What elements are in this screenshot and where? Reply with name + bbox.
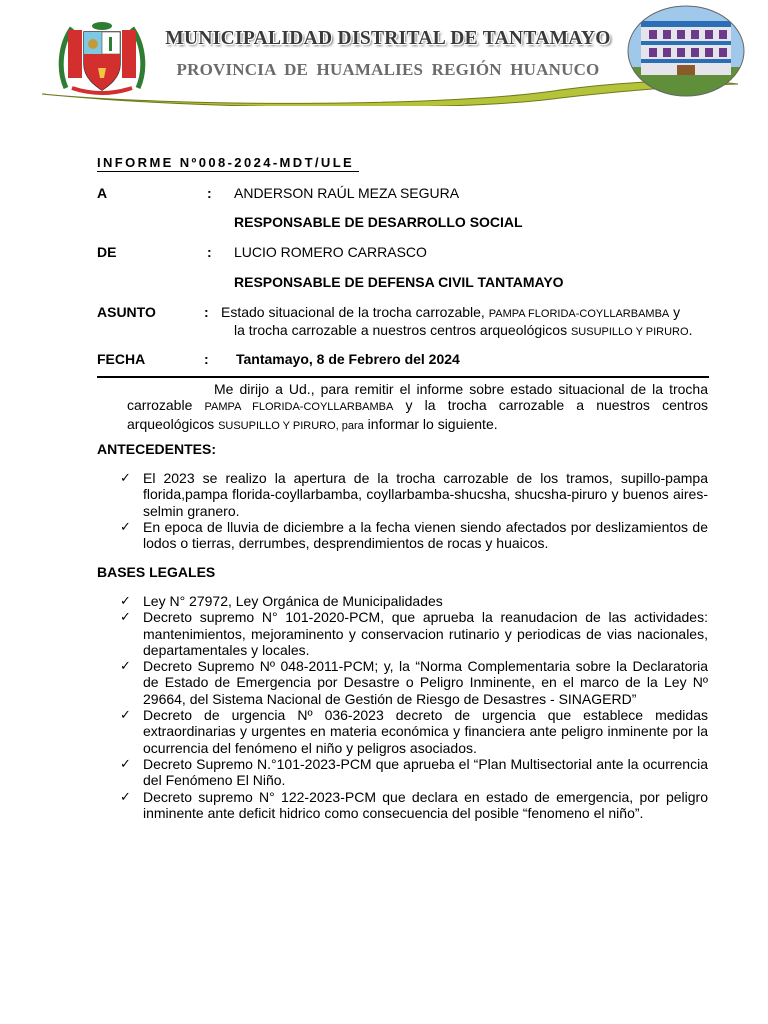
checkmark-icon: ✓ <box>120 470 131 485</box>
list-item: ✓ Ley N° 27972, Ley Orgánica de Municipalidades <box>120 593 443 609</box>
checkmark-icon: ✓ <box>120 593 131 608</box>
to-separator: : <box>207 185 212 201</box>
subject-line-1: Estado situacional de la trocha carrozable, PAMPA FLORIDA-COYLLARBAMBA y <box>221 304 681 320</box>
municipality-subtitle: PROVINCIA DE HUAMALIES REGIÓN HUANUCO <box>176 60 600 79</box>
antecedentes-heading: ANTECEDENTES: <box>97 441 217 457</box>
bases-legales-heading: BASES LEGALES <box>97 564 216 580</box>
subject-separator: : <box>204 304 209 320</box>
from-name: LUCIO ROMERO CARRASCO <box>234 244 427 260</box>
from-role: RESPONSABLE DE DEFENSA CIVIL TANTAMAYO <box>234 274 564 290</box>
list-item: ✓ Decreto Supremo Nº 048-2011-PCM; y, la “Norma Complementaria sobre la Declaratoria de Estado de Emergencia por Desastre o Peligro Inminente, en el marco de la Ley Nº 29664, del Sistema Nacional de Gestión de Riesgo de Desastres - SINAGERD” <box>120 658 708 707</box>
checkmark-icon: ✓ <box>120 755 131 771</box>
checkmark-icon: ✓ <box>120 518 131 534</box>
bases-legales-list <box>120 593 708 821</box>
date-separator: : <box>204 351 209 367</box>
intro-paragraph: Me dirijo a Ud., para remitir el informe sobre estado situacional de la trocha carrozable PAMPA FLORIDA-COYLLARBAMBA y la trocha carrozable a nuestros centros arqueológicos SUSUPILLO Y PIRURO, para informar lo siguiente. <box>127 381 708 432</box>
to-label: A <box>97 185 108 201</box>
report-number: INFORME Nº008-2024-MDT/ULE <box>97 155 355 170</box>
subject-line-2: la trocha carrozable a nuestros centros arqueológicos SUSUPILLO Y PIRURO. <box>234 322 693 338</box>
list-item: ✓ El 2023 se realizo la apertura de la trocha carrozable de los tramos, supillo-pampa florida,pampa florida-coyllarbamba, coyllarbamba-shucsha, shucsha-piruro y buenos aires-selmin granero. <box>120 470 708 519</box>
municipality-title: MUNICIPALIDAD DISTRITAL DE TANTAMAYO <box>165 28 611 49</box>
checkmark-icon: ✓ <box>120 658 131 674</box>
list-item: ✓ Decreto Supremo N.°101-2023-PCM que aprueba el “Plan Multisectorial ante la ocurrencia del Fenómeno El Niño. <box>120 755 708 789</box>
subject-label: ASUNTO <box>97 304 156 320</box>
header-divider <box>97 376 709 378</box>
municipal-building-photo-icon <box>627 5 745 97</box>
date-label: FECHA <box>97 351 146 367</box>
to-role: RESPONSABLE DE DESARROLLO SOCIAL <box>234 214 523 230</box>
checkmark-icon: ✓ <box>120 788 131 804</box>
from-separator: : <box>207 244 212 260</box>
checkmark-icon: ✓ <box>120 707 131 723</box>
to-name: ANDERSON RAÚL MEZA SEGURA <box>234 185 460 201</box>
date-value: Tantamayo, 8 de Febrero del 2024 <box>236 351 460 367</box>
from-label: DE <box>97 244 117 260</box>
list-item: ✓ Decreto supremo N° 101-2020-PCM, que aprueba la reanudacion de las actividades: mantenimientos, mejoraminento y conservacion rutinario y periodicas de vias nacionales, departamentales y locales. <box>120 609 708 658</box>
list-item: ✓ Decreto supremo N° 122-2023-PCM que declara en estado de emergencia, por peligro inminente ante deficit hidrico como consecuencia del posible “fenomeno el niño”. <box>120 788 708 821</box>
list-item: ✓ Decreto de urgencia Nº 036-2023 decreto de urgencia que establece medidas extraordinarias y urgentes en materia económica y financiera ante peligro inminente por la ocurrencia del fenómeno el niño y peligros asociados. <box>120 707 708 756</box>
list-item: ✓ En epoca de lluvia de diciembre a la fecha vienen siendo afectados por deslizamientos de lodos o tierras, derrumbes, desprendimientos de rocas y huaicos. <box>120 518 708 552</box>
report-number-underline <box>97 171 359 172</box>
letterhead <box>0 0 768 110</box>
checkmark-icon: ✓ <box>120 609 131 625</box>
antecedentes-list <box>120 470 708 551</box>
